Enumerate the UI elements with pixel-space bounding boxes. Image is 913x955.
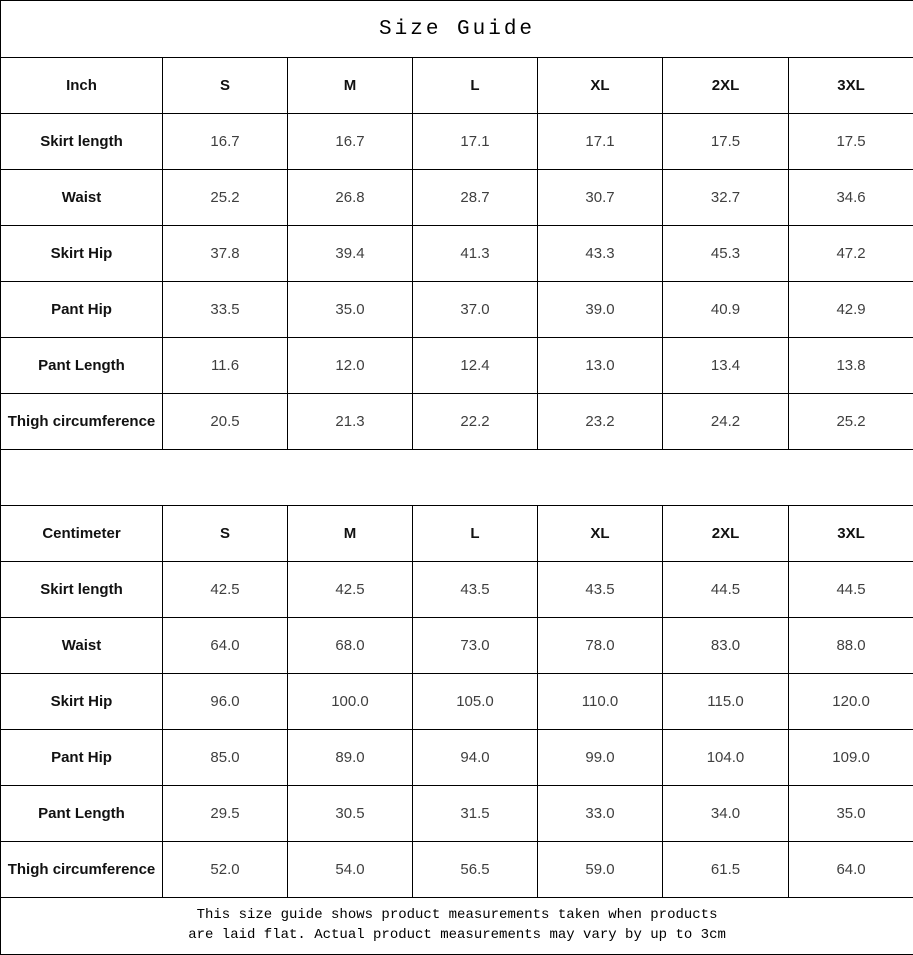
inch-header-row bbox=[1, 58, 913, 114]
value-cell: 39.4 bbox=[288, 226, 413, 282]
table-row bbox=[1, 842, 913, 898]
value-cell: 32.7 bbox=[663, 170, 789, 226]
row-label-skirt-hip: Skirt Hip bbox=[1, 226, 163, 282]
value-cell: 31.5 bbox=[413, 786, 538, 842]
value-cell: 78.0 bbox=[538, 618, 663, 674]
table-row bbox=[1, 786, 913, 842]
table-row bbox=[1, 338, 913, 394]
column-header-2xl: 2XL bbox=[663, 58, 789, 114]
row-label-pant-hip: Pant Hip bbox=[1, 730, 163, 786]
value-cell: 33.5 bbox=[163, 282, 288, 338]
value-cell: 88.0 bbox=[789, 618, 913, 674]
value-cell: 17.5 bbox=[663, 114, 789, 170]
table-row bbox=[1, 226, 913, 282]
row-label-waist: Waist bbox=[1, 170, 163, 226]
column-header-l: L bbox=[413, 506, 538, 562]
column-header-l: L bbox=[413, 58, 538, 114]
value-cell: 45.3 bbox=[663, 226, 789, 282]
value-cell: 29.5 bbox=[163, 786, 288, 842]
value-cell: 42.5 bbox=[163, 562, 288, 618]
row-label-pant-length: Pant Length bbox=[1, 786, 163, 842]
table-row bbox=[1, 170, 913, 226]
column-header-2xl: 2XL bbox=[663, 506, 789, 562]
column-header-xl: XL bbox=[538, 58, 663, 114]
value-cell: 17.5 bbox=[789, 114, 913, 170]
value-cell: 37.8 bbox=[163, 226, 288, 282]
value-cell: 43.5 bbox=[538, 562, 663, 618]
column-header-m: M bbox=[288, 58, 413, 114]
footer-note bbox=[1, 898, 913, 955]
value-cell: 13.8 bbox=[789, 338, 913, 394]
value-cell: 28.7 bbox=[413, 170, 538, 226]
value-cell: 64.0 bbox=[789, 842, 913, 898]
value-cell: 22.2 bbox=[413, 394, 538, 450]
row-label-thigh-circumference: Thigh circumference bbox=[1, 394, 163, 450]
value-cell: 30.5 bbox=[288, 786, 413, 842]
value-cell: 56.5 bbox=[413, 842, 538, 898]
value-cell: 89.0 bbox=[288, 730, 413, 786]
value-cell: 120.0 bbox=[789, 674, 913, 730]
value-cell: 20.5 bbox=[163, 394, 288, 450]
column-header-3xl: 3XL bbox=[789, 506, 913, 562]
value-cell: 104.0 bbox=[663, 730, 789, 786]
value-cell: 110.0 bbox=[538, 674, 663, 730]
footer-note-line2: are laid flat. Actual product measurements may vary by up to 3cm bbox=[1, 926, 913, 946]
value-cell: 13.0 bbox=[538, 338, 663, 394]
value-cell: 44.5 bbox=[789, 562, 913, 618]
row-label-pant-length: Pant Length bbox=[1, 338, 163, 394]
row-label-pant-hip: Pant Hip bbox=[1, 282, 163, 338]
value-cell: 35.0 bbox=[288, 282, 413, 338]
value-cell: 17.1 bbox=[413, 114, 538, 170]
value-cell: 64.0 bbox=[163, 618, 288, 674]
value-cell: 54.0 bbox=[288, 842, 413, 898]
footer-note-line1: This size guide shows product measurements taken when products bbox=[1, 906, 913, 926]
value-cell: 115.0 bbox=[663, 674, 789, 730]
table-row bbox=[1, 618, 913, 674]
column-header-xl: XL bbox=[538, 506, 663, 562]
value-cell: 23.2 bbox=[538, 394, 663, 450]
table-row bbox=[1, 674, 913, 730]
row-label-skirt-length: Skirt length bbox=[1, 114, 163, 170]
table-row bbox=[1, 730, 913, 786]
value-cell: 94.0 bbox=[413, 730, 538, 786]
value-cell: 12.4 bbox=[413, 338, 538, 394]
row-label-waist: Waist bbox=[1, 618, 163, 674]
row-label-skirt-hip: Skirt Hip bbox=[1, 674, 163, 730]
row-label-thigh-circumference: Thigh circumference bbox=[1, 842, 163, 898]
value-cell: 24.2 bbox=[663, 394, 789, 450]
table-row bbox=[1, 562, 913, 618]
value-cell: 35.0 bbox=[789, 786, 913, 842]
value-cell: 73.0 bbox=[413, 618, 538, 674]
value-cell: 96.0 bbox=[163, 674, 288, 730]
value-cell: 105.0 bbox=[413, 674, 538, 730]
table-row bbox=[1, 394, 913, 450]
page-title: Size Guide bbox=[1, 1, 913, 58]
value-cell: 30.7 bbox=[538, 170, 663, 226]
value-cell: 25.2 bbox=[163, 170, 288, 226]
value-cell: 39.0 bbox=[538, 282, 663, 338]
row-label-skirt-length: Skirt length bbox=[1, 562, 163, 618]
value-cell: 37.0 bbox=[413, 282, 538, 338]
table-row bbox=[1, 282, 913, 338]
column-header-3xl: 3XL bbox=[789, 58, 913, 114]
value-cell: 21.3 bbox=[288, 394, 413, 450]
value-cell: 43.3 bbox=[538, 226, 663, 282]
value-cell: 100.0 bbox=[288, 674, 413, 730]
value-cell: 44.5 bbox=[663, 562, 789, 618]
value-cell: 16.7 bbox=[288, 114, 413, 170]
centimeter-header-row bbox=[1, 506, 913, 562]
value-cell: 13.4 bbox=[663, 338, 789, 394]
value-cell: 12.0 bbox=[288, 338, 413, 394]
value-cell: 83.0 bbox=[663, 618, 789, 674]
value-cell: 11.6 bbox=[163, 338, 288, 394]
column-header-m: M bbox=[288, 506, 413, 562]
value-cell: 52.0 bbox=[163, 842, 288, 898]
value-cell: 43.5 bbox=[413, 562, 538, 618]
unit-header-inch: Inch bbox=[1, 58, 163, 114]
value-cell: 47.2 bbox=[789, 226, 913, 282]
value-cell: 42.9 bbox=[789, 282, 913, 338]
value-cell: 41.3 bbox=[413, 226, 538, 282]
unit-header-centimeter: Centimeter bbox=[1, 506, 163, 562]
column-header-s: S bbox=[163, 506, 288, 562]
value-cell: 99.0 bbox=[538, 730, 663, 786]
spacer-row bbox=[1, 450, 913, 506]
value-cell: 40.9 bbox=[663, 282, 789, 338]
value-cell: 109.0 bbox=[789, 730, 913, 786]
value-cell: 61.5 bbox=[663, 842, 789, 898]
value-cell: 42.5 bbox=[288, 562, 413, 618]
value-cell: 17.1 bbox=[538, 114, 663, 170]
table-row bbox=[1, 114, 913, 170]
value-cell: 34.0 bbox=[663, 786, 789, 842]
value-cell: 25.2 bbox=[789, 394, 913, 450]
value-cell: 68.0 bbox=[288, 618, 413, 674]
value-cell: 85.0 bbox=[163, 730, 288, 786]
value-cell: 26.8 bbox=[288, 170, 413, 226]
value-cell: 34.6 bbox=[789, 170, 913, 226]
value-cell: 16.7 bbox=[163, 114, 288, 170]
column-header-s: S bbox=[163, 58, 288, 114]
value-cell: 59.0 bbox=[538, 842, 663, 898]
value-cell: 33.0 bbox=[538, 786, 663, 842]
